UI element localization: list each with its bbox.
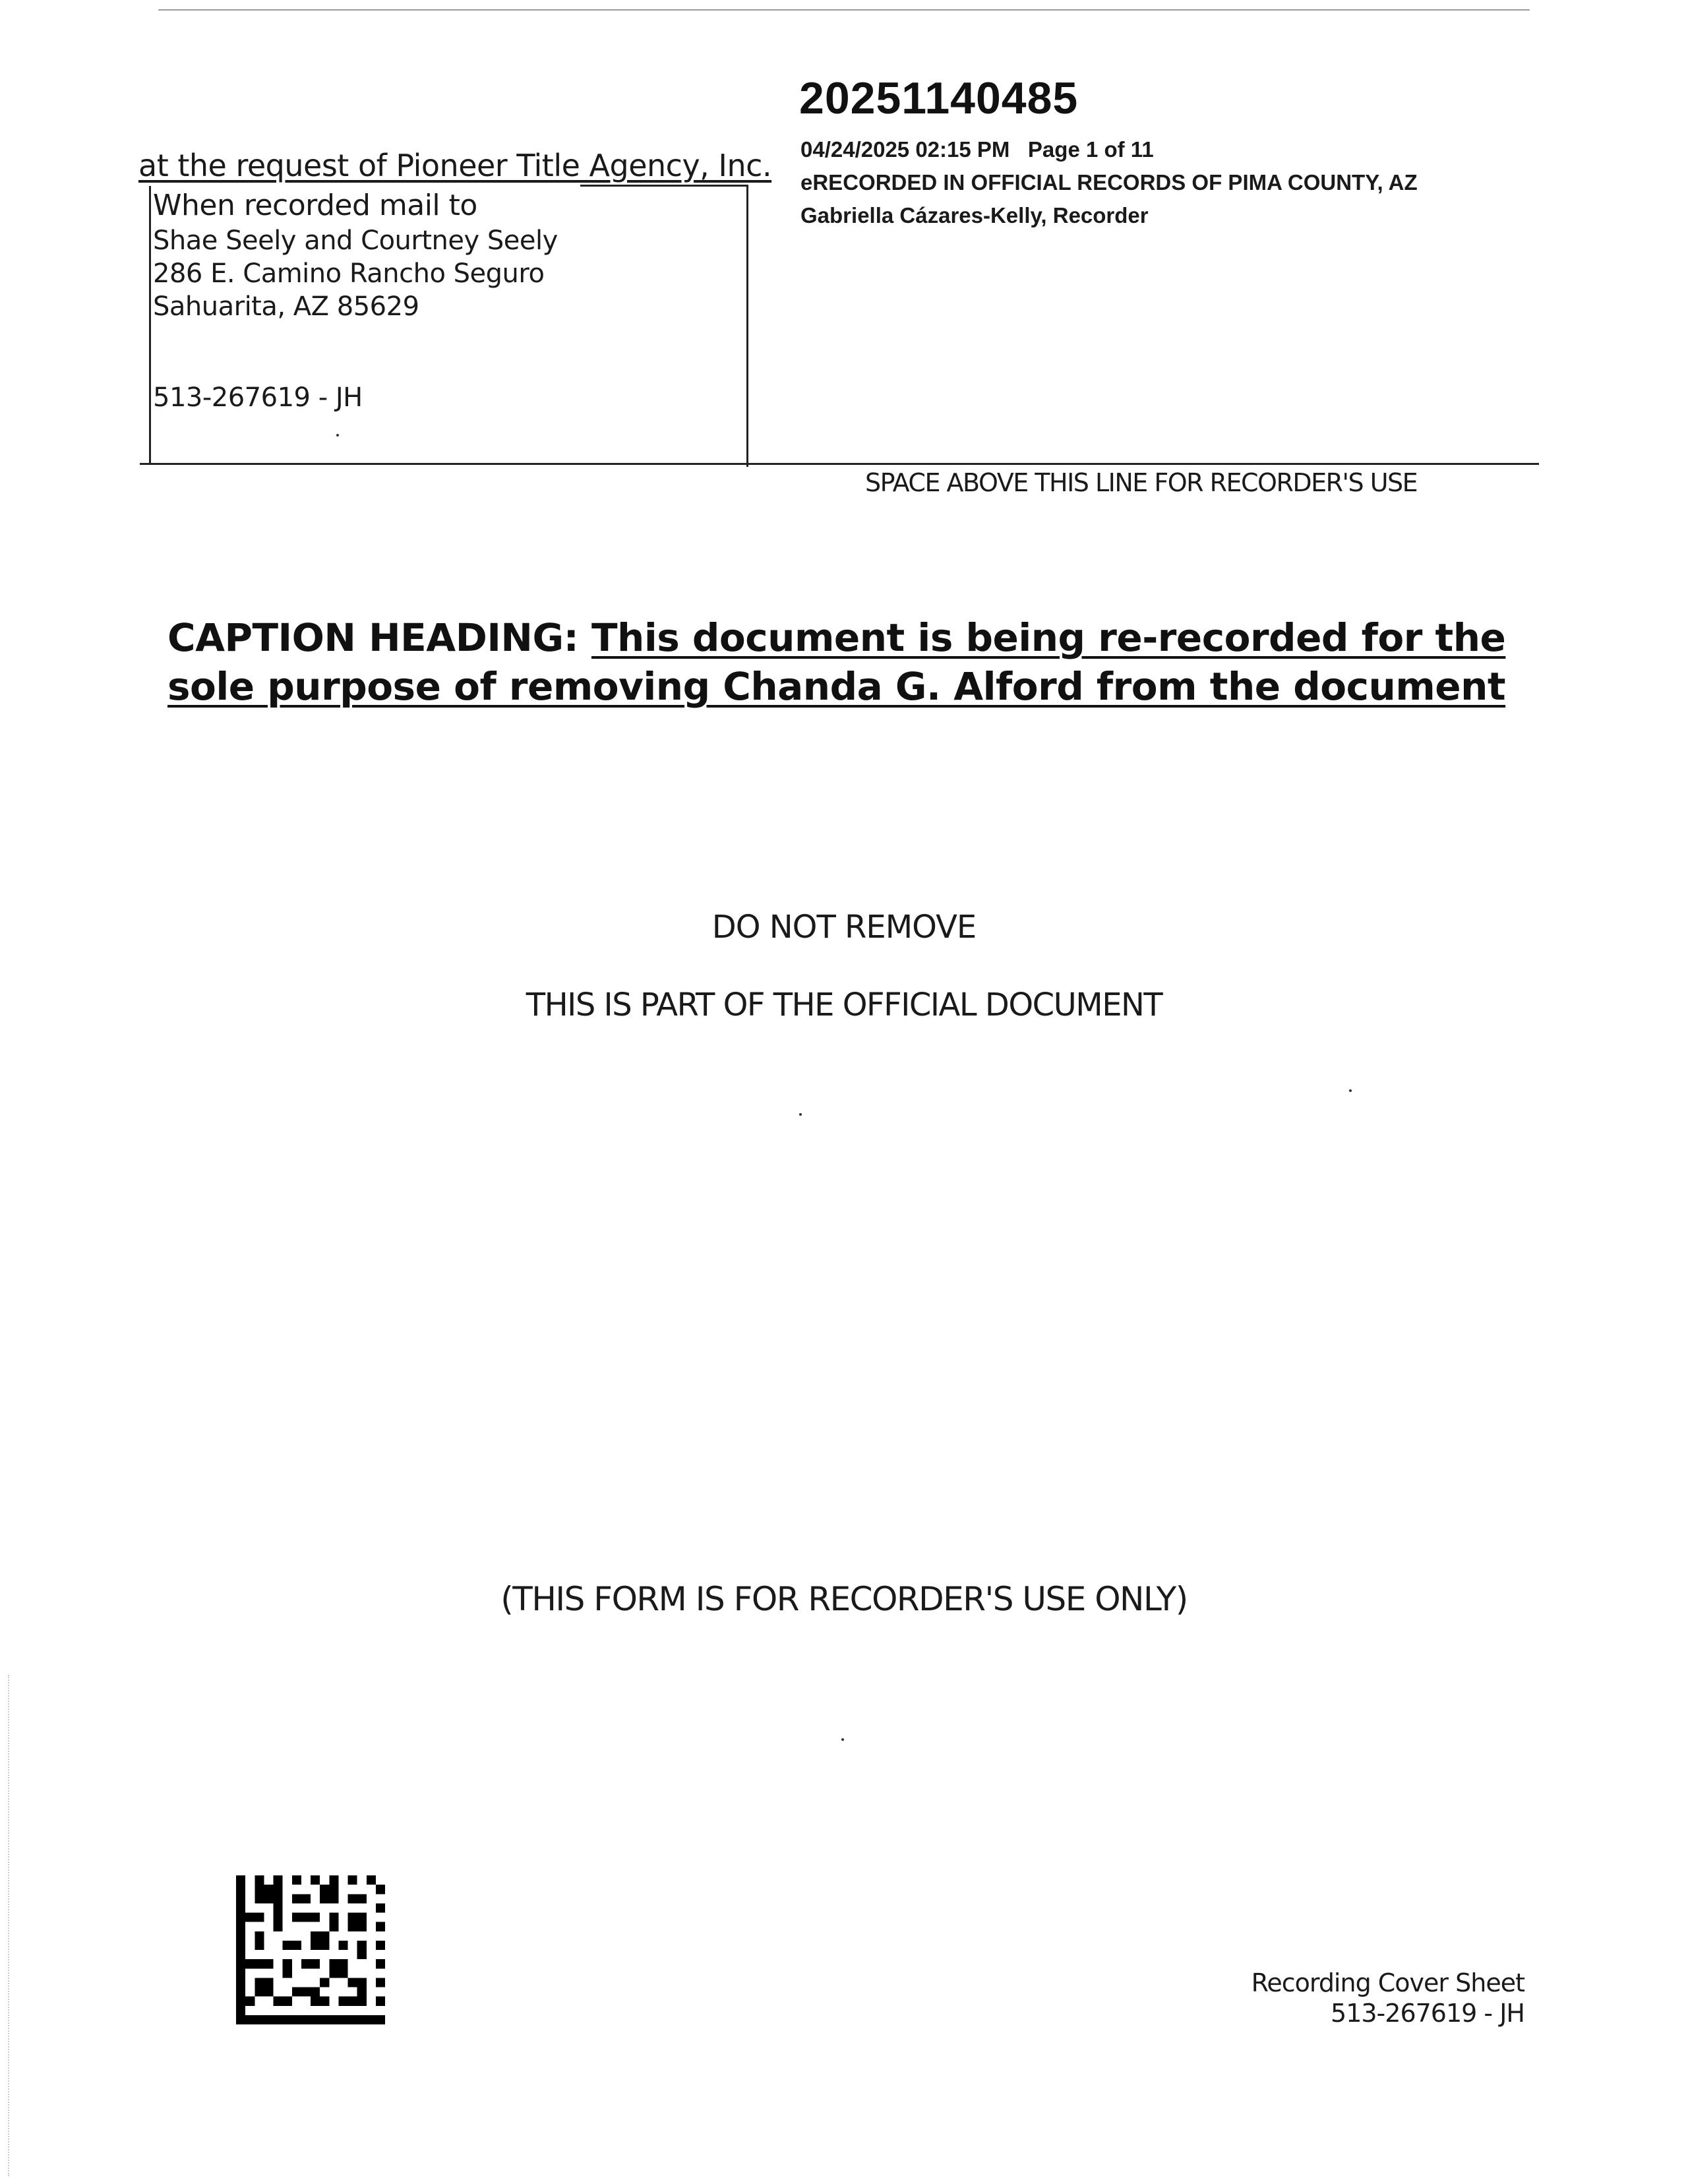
scan-edge-dots <box>8 1675 9 2176</box>
scan-speck <box>1349 1089 1352 1092</box>
request-line: at the request of Pioneer Title Agency, Inc. <box>138 148 772 183</box>
cover-sheet-label: Recording Cover Sheet <box>1251 1968 1524 1997</box>
caption-heading <box>167 613 1559 711</box>
recorders-use-notice: (THIS FORM IS FOR RECORDER'S USE ONLY) <box>500 1580 1188 1618</box>
recording-date-time: 04/24/2025 02:15 PM <box>800 137 1010 162</box>
order-number: 513-267619 - JH <box>153 382 363 413</box>
top-scan-rule <box>158 9 1530 11</box>
mail-to-name: Shae Seely and Courtney Seely <box>153 226 558 256</box>
box-left-border <box>149 186 151 463</box>
mail-to-title: When recorded mail to <box>153 189 477 222</box>
recorder-name: Gabriella Cázares-Kelly, Recorder <box>800 203 1149 228</box>
recording-page: Page 1 of 11 <box>1027 137 1154 162</box>
scan-speck <box>799 1113 802 1116</box>
cover-sheet-footer <box>1055 1968 1524 2028</box>
recorded-in: eRECORDED IN OFFICIAL RECORDS OF PIMA COUNTY, AZ <box>800 170 1418 195</box>
caption-label: CAPTION HEADING: <box>167 615 579 660</box>
scan-speck <box>336 434 339 437</box>
box-top-border <box>580 185 748 187</box>
document-number: 20251140485 <box>799 73 1079 123</box>
space-above-label: SPACE ABOVE THIS LINE FOR RECORDER'S USE <box>865 468 1418 497</box>
mail-to-city: Sahuarita, AZ 85629 <box>153 291 419 322</box>
official-document-notice: THIS IS PART OF THE OFFICIAL DOCUMENT <box>526 986 1162 1023</box>
recorder-use-rule <box>140 463 1539 465</box>
datamatrix-barcode-icon <box>236 1875 385 2024</box>
box-right-border <box>746 185 748 467</box>
cover-sheet-order-number: 513-267619 - JH <box>1331 1999 1524 2028</box>
do-not-remove-notice: DO NOT REMOVE <box>711 909 977 946</box>
caption-text: This document is being re-recorded for the sole purpose of removing Chanda G. Alford from the document <box>167 615 1506 709</box>
recording-date-page <box>800 137 1154 162</box>
scan-speck <box>841 1738 844 1741</box>
mail-to-street: 286 E. Camino Rancho Seguro <box>153 258 545 289</box>
